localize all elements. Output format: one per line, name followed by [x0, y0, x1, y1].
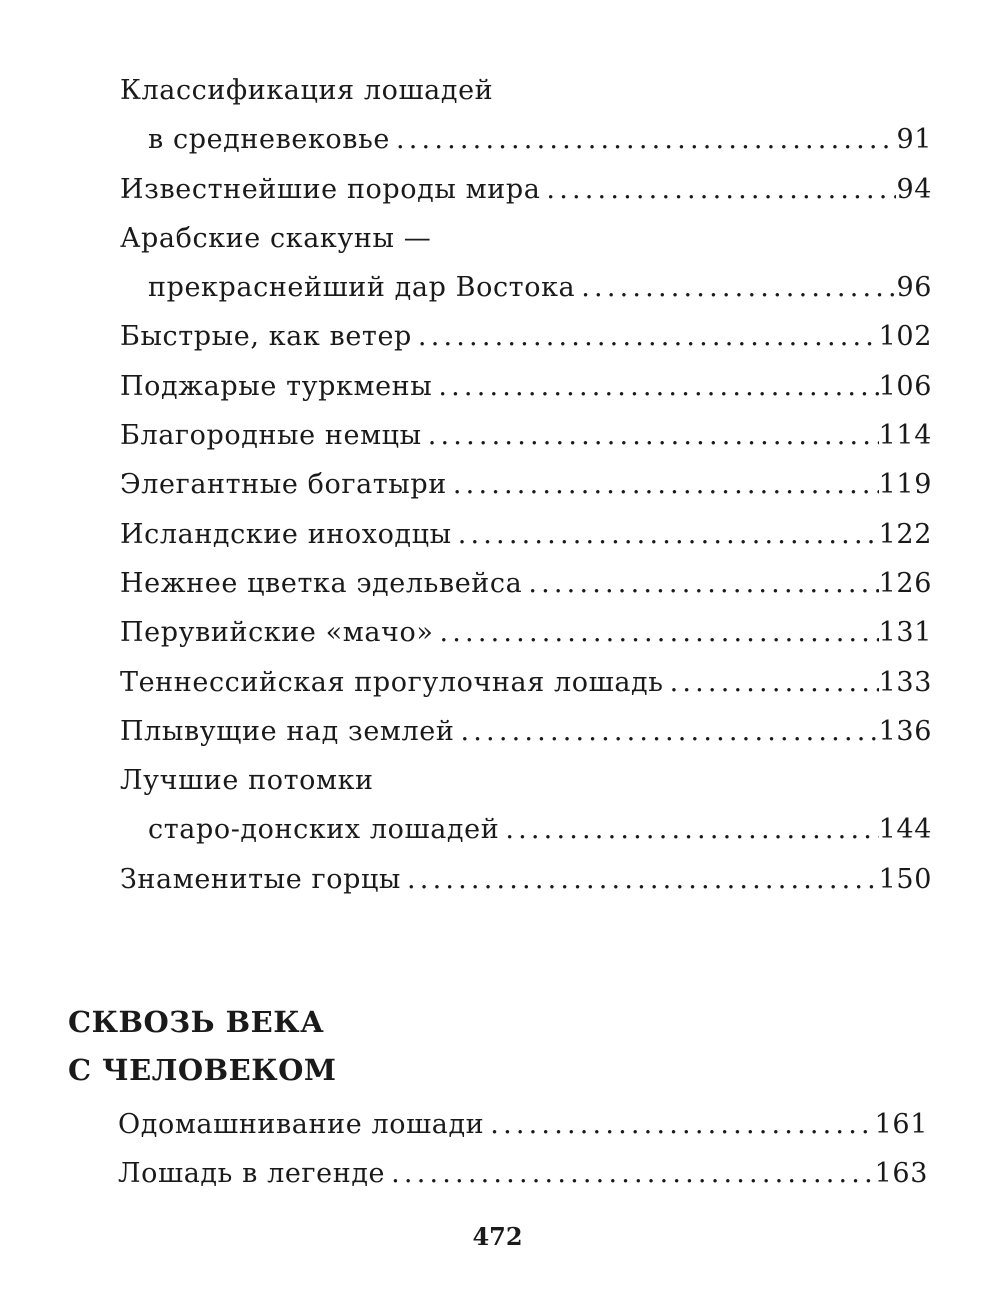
dot-leader	[664, 658, 879, 707]
toc-entry[interactable]	[120, 855, 932, 904]
toc-entry-page: 119	[878, 469, 932, 501]
toc-entry-page: 131	[878, 617, 932, 649]
toc-entry-page: 91	[896, 124, 932, 156]
toc-entry[interactable]	[120, 165, 932, 214]
toc-entry-title: Элегантные богатыри	[120, 469, 447, 501]
dot-leader	[422, 411, 879, 460]
toc-entry-title-part: Классификация лошадей	[120, 75, 494, 106]
toc-entry[interactable]	[120, 510, 932, 559]
toc-entry-title: старо-донских лошадей	[148, 814, 500, 846]
toc-entry-line	[120, 66, 932, 115]
toc-entry-title: Плывущие над землей	[120, 715, 455, 747]
toc-entry-page: 136	[878, 715, 932, 747]
toc-entry-title: Поджарые туркмены	[120, 370, 433, 402]
dot-leader	[522, 559, 878, 608]
toc-entry-title: Лошадь в легенде	[118, 1158, 386, 1190]
toc-entry-title: Теннессийская прогулочная лошадь	[120, 666, 664, 698]
toc-entry-page: 106	[878, 370, 932, 402]
dot-leader	[433, 608, 878, 657]
toc-entry-page: 144	[878, 814, 932, 846]
toc-entry-title: Благородные немцы	[120, 420, 422, 452]
toc-entry-page: 126	[878, 567, 932, 599]
dot-leader	[484, 1100, 874, 1149]
toc-entry-title: Перувийские «мачо»	[120, 617, 434, 649]
toc-entry-title: Исландские иноходцы	[120, 518, 452, 550]
toc-section-through-ages	[118, 1100, 928, 1199]
toc-entry[interactable]	[120, 559, 932, 608]
toc-entry[interactable]	[118, 1100, 928, 1149]
toc-entry-title: в средневековье	[148, 124, 390, 156]
toc-entry-line	[120, 214, 932, 263]
dot-leader	[499, 805, 878, 854]
dot-leader	[447, 460, 879, 509]
toc-entry-page: 94	[896, 173, 932, 205]
dot-leader	[540, 165, 896, 214]
page-number: 472	[472, 1222, 523, 1251]
toc-entry[interactable]	[120, 460, 932, 509]
dot-leader	[575, 263, 896, 312]
toc-entry-line	[120, 756, 932, 805]
toc-entry-title: Знаменитые горцы	[120, 863, 402, 895]
toc-entry-page: 114	[878, 420, 932, 452]
dot-leader	[385, 1149, 875, 1198]
toc-entry[interactable]	[120, 312, 932, 361]
toc-entry-title: Одомашнивание лошади	[118, 1109, 485, 1140]
toc-entry-title-part: Лучшие потомки	[120, 765, 374, 797]
toc-entry-page: 150	[878, 863, 932, 895]
toc-entry[interactable]	[120, 608, 932, 657]
toc-entry-page: 133	[878, 666, 932, 698]
dot-leader	[401, 855, 879, 904]
toc-entry-page: 96	[896, 272, 932, 304]
toc-entry-page: 122	[878, 518, 932, 550]
toc-entry[interactable]	[120, 658, 932, 707]
dot-leader	[432, 362, 878, 411]
dot-leader	[390, 115, 896, 164]
dot-leader	[452, 510, 879, 559]
dot-leader	[412, 312, 879, 361]
toc-entry-page: 102	[878, 321, 932, 353]
toc-entry-page: 161	[874, 1109, 928, 1140]
toc-entry-title: Нежнее цветка эдельвейса	[120, 567, 523, 599]
section-heading-line2: С ЧЕЛОВЕКОМ	[68, 1053, 337, 1087]
toc-entry[interactable]	[120, 115, 932, 164]
toc-entry-title: прекраснейший дар Востока	[148, 272, 576, 304]
toc-entry-page: 163	[874, 1158, 928, 1190]
toc-entry[interactable]	[120, 263, 932, 312]
section-heading-line1: СКВОЗЬ ВЕКА	[68, 1005, 325, 1039]
toc-entry[interactable]	[120, 707, 932, 756]
toc-entry[interactable]	[120, 411, 932, 460]
toc-entry[interactable]	[120, 362, 932, 411]
toc-entry[interactable]	[120, 805, 932, 854]
toc-entry-title-part: Арабские скакуны —	[120, 222, 432, 254]
toc-entry-title: Быстрые, как ветер	[120, 321, 412, 353]
toc-entry-title: Известнейшие породы мира	[120, 173, 541, 205]
toc-entry[interactable]	[118, 1149, 928, 1198]
dot-leader	[454, 707, 878, 756]
toc-section-horse-breeds	[120, 66, 932, 904]
